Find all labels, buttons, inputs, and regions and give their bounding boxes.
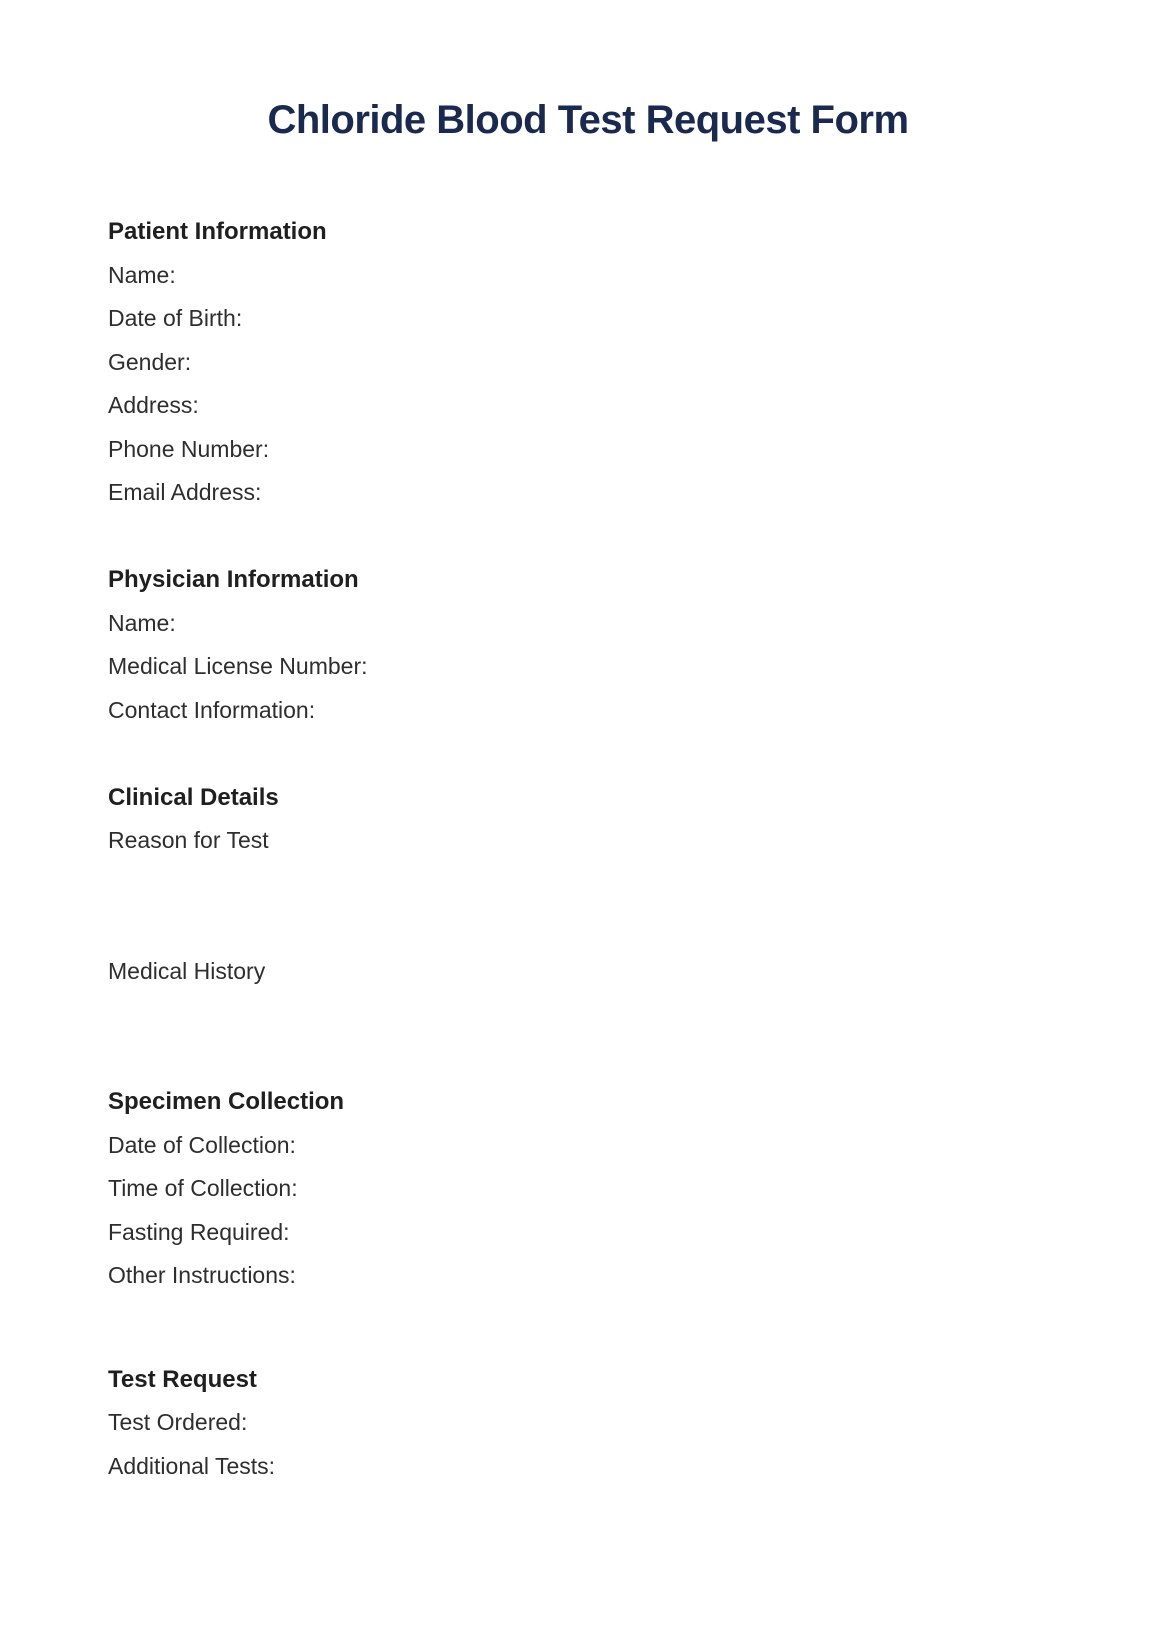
spacer xyxy=(108,144,1068,210)
field-label-medical-license-number: Medical License Number: xyxy=(108,653,368,679)
field-label-physician-name: Name: xyxy=(108,609,176,636)
page-title: Chloride Blood Test Request Form xyxy=(267,98,909,142)
field-label-gender: Gender: xyxy=(108,348,192,375)
field-label-test-ordered: Test Ordered: xyxy=(108,1409,248,1435)
spacer xyxy=(108,732,1068,776)
field-label-other-instructions: Other Instructions: xyxy=(108,1262,296,1288)
spacer xyxy=(108,515,1068,559)
section-heading-patient-information: Patient Information xyxy=(108,218,327,245)
field-label-additional-tests: Additional Tests: xyxy=(108,1452,276,1479)
field-label-date-of-birth: Date of Birth: xyxy=(108,305,243,331)
section-test-request xyxy=(108,1358,1068,1489)
spacer xyxy=(108,1298,1068,1358)
section-clinical-details xyxy=(108,776,1068,1081)
section-heading-specimen-collection: Specimen Collection xyxy=(108,1088,345,1115)
field-label-contact-information: Contact Information: xyxy=(108,696,316,723)
write-in-area-reason-for-test xyxy=(108,863,1068,950)
section-patient-information xyxy=(108,210,1068,515)
section-heading-physician-information: Physician Information xyxy=(108,566,359,593)
field-label-address: Address: xyxy=(108,392,199,418)
form-content xyxy=(0,144,1176,1488)
field-label-phone-number: Phone Number: xyxy=(108,435,270,462)
section-heading-test-request: Test Request xyxy=(108,1365,257,1393)
section-specimen-collection xyxy=(108,1080,1068,1298)
field-label-medical-history: Medical History xyxy=(108,957,266,984)
field-label-reason-for-test: Reason for Test xyxy=(108,827,269,853)
write-in-area-medical-history xyxy=(108,993,1068,1080)
field-label-time-of-collection: Time of Collection: xyxy=(108,1175,298,1201)
field-label-name: Name: xyxy=(108,261,176,288)
field-label-email-address: Email Address: xyxy=(108,479,262,505)
section-physician-information xyxy=(108,558,1068,732)
field-label-date-of-collection: Date of Collection: xyxy=(108,1131,296,1158)
field-label-fasting-required: Fasting Required: xyxy=(108,1218,290,1245)
section-heading-clinical-details: Clinical Details xyxy=(108,783,279,811)
